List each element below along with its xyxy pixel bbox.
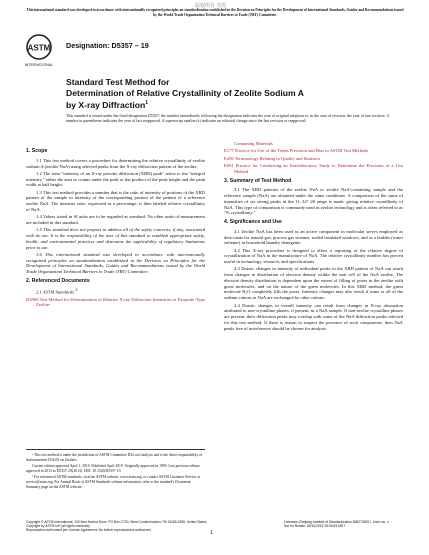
paragraph-1-2: 1.2 The term "intensity of an X-ray powder diffraction (XRD) peak" refers to the "integral intensity," either the area or counts under the peak or the product of the peak height and the peak width at half height. xyxy=(26,170,205,188)
section-heading-scope: 1. Scope xyxy=(26,148,48,154)
footer-left xyxy=(26,520,296,536)
footer-copyright: Copyright © ASTM International, 100 Barr Harbor Drive, PO Box C700, West Conshohocken, PA 19428-2959. United States xyxy=(26,520,207,524)
section-heading-referenced-documents: 2. Referenced Documents xyxy=(26,277,90,284)
paragraph-4-1: 4.1 Zeolite NaA has been used as an active component in molecular sieves employed as desiccants for natural gas, process gas streams, sealed insulated windows, and as a builder (water softener) in household laundry detergents. xyxy=(224,228,403,246)
paragraph-3-1: 3.1 The XRD patterns of the zeolite NaA or zeolite NaA-containing sample and the reference sample (NaA) are obtained under the same conditions. A comparison of the sums of intensities of six strong peaks in the 11–32° 2θ range is made, giving relative crystallinity of NaA. This type of comparison is commonly used in zeolite technology and is often referred to as "% crystallinity." xyxy=(224,187,403,216)
reference-link-e177[interactable]: E177 xyxy=(224,148,234,154)
footer-copyright-3: Reproduction authorized per License Agreement; No further reproductions authorized. xyxy=(26,528,152,533)
section-heading-significance: 4. Significance and Use xyxy=(224,219,282,226)
paragraph-1-3: 1.3 This test method provides a number that is the ratio of intensity of portions of the XRD pattern of the sample to intensity of the corresponding portion of the pattern of a reference zeolite NaA. The intensity ratio, expressed as a percentage, is then labeled relative crystallinity of NaA. xyxy=(26,189,205,212)
paragraph-1-6: 1.6 This international standard was developed in accordance with internationally recognized principles on standardization established in the Decision on Principles for the Development of International Standards, Guides and Recommendations issued by the World Trade Organization Technical Barriers to Trade (TBT) Committee. xyxy=(26,251,205,275)
footer-licensee: Licensee=Zhejiang Institute of Standardization 5982735001, User=xu, z xyxy=(284,520,389,524)
title-line-3: by X-ray Diffraction$^1$ xyxy=(66,100,149,111)
svg-text:ASTM: ASTM xyxy=(27,43,51,53)
reference-link-e456[interactable]: E456 xyxy=(224,155,234,161)
logo-text: INTERNATIONAL xyxy=(24,63,54,67)
paragraph-4-4: 4.4 Drastic changes in overall intensity can result from changes in X-ray absorption attributed to non-crystalline phases, if present, in a NaA sample. If non-zeolite crystalline phases are present, their diffraction peaks may overlap with some of the NaA diffraction peaks selected for this test method. If there is reason to suspect the presence of such components, then NaA peaks free of interference should be chosen for analysis. xyxy=(224,302,403,331)
right-column xyxy=(224,141,403,333)
reference-link-d3906[interactable]: D3906 xyxy=(26,296,39,302)
reference-e177: E177 Practice for Use of the Terms Precision and Bias in ASTM Test Methods xyxy=(224,148,369,154)
footnote-2: ² For referenced ASTM standards, visit the ASTM website, www.astm.org, or contact ASTM Customer Service at service@astm.org. For Annual Book of ASTM Standards volume information, refer to the standard's Document Summary page on the ASTM website. xyxy=(26,475,200,489)
paragraph-2-1: 2.1 ASTM Standards:$^2$ xyxy=(36,287,78,295)
footer-copyright-2: Copyright by ASTM Int'l (all rights reserved); xyxy=(26,524,91,529)
reference-d3906: D3906 Test Method for Determination of Relative X-ray Diffraction Intensities of Faujasite-Type Zeolite- xyxy=(26,296,205,308)
page-footer xyxy=(26,520,404,544)
left-column xyxy=(26,145,205,310)
top-note: This international standard was developed in accordance with internationally recognized principles on standardization established in the Decision on Principles for the Development of International Standards, Guides and Recommendations issued by the World Trade Organization Technical Barriers to Trade (TBT) Committee. xyxy=(26,8,404,17)
footer-right xyxy=(284,520,404,528)
reference-link-e691[interactable]: E691 xyxy=(224,163,234,169)
paragraph-4-2: 4.2 This X-ray procedure is designed to allow a reporting of the relative degree of crystallization of NaA in the manufacture of NaA. The relative crystallinity number has proven useful in technology, research, and specifications. xyxy=(224,247,403,265)
reference-continuation: Containing Materials xyxy=(234,141,273,146)
reference-e691: E691 Practice for Conducting an Interlaboratory Study to Determine the Precision of a Test Method xyxy=(224,163,403,174)
title-line-2: Determination of Relative Crystallinity of Zeolite Sodium A xyxy=(66,87,304,98)
footnote-1b: Current edition approved April 1, 2019. Published April 2019. Originally approved in 1993. Last previous edition approved in 2013 as D5357–03(2013). DOI: 10.1520/D5357-19. xyxy=(26,464,200,473)
paragraph-1-5: 1.5 This standard does not purport to address all of the safety concerns, if any, associated with its use. It is the responsibility of the user of this standard to establish appropriate safety, health, and environmental practices and determine the applicability of regulatory limitations prior to use. xyxy=(26,227,205,250)
paragraph-4-3: 4.3 Drastic changes in intensity of individual peaks in the XRD pattern of NaA can result from changes in distribution of electron density within the unit cell of the NaA zeolite. The electron density distribution is dependent upon the extent of filling of pores in the zeolite with guest molecules, and on the nature of the guest molecules. In this XRD method, the guest molecule H₂O completely fills the pores. Intensity changes may also result if some or all of the sodium cations in NaA are exchanged by other cations. xyxy=(224,266,403,301)
page-number: 1 xyxy=(210,530,213,536)
footnotes xyxy=(26,449,205,491)
footnote-1: ¹ This test method is under the jurisdiction of ASTM Committee D32 on Catalysts and is the direct responsibility of Subcommittee D32.05 on Zeolites. xyxy=(26,453,203,462)
section-heading-summary: 3. Summary of Test Method xyxy=(224,177,292,184)
title-line-1: Standard Test Method for xyxy=(66,77,170,87)
paragraph-1-1: 1.1 This test method covers a procedure for determining the relative crystallinity of zeolite sodium A (zeolite NaA) using selected peaks from the X-ray diffraction pattern of the zeolite. xyxy=(26,157,205,169)
reference-e456: E456 Terminology Relating to Quality and Statistics xyxy=(224,155,321,161)
paragraph-1-4: 1.4 Values stated in SI units are to be regarded as standard. No other units of measurement are included in this standard. xyxy=(26,214,205,226)
issuance-note: This standard is issued under the fixed designation D5357; the number immediately following the designation indicates the year of original adoption or, in the case of revision, the year of last revision. A number in parentheses indicates the year of last reapproval. A superscript epsilon (ε) indicates an editorial change since the last revision or reapproval. xyxy=(66,113,389,124)
astm-logo-icon xyxy=(24,34,54,68)
watermark: 版权所有 勿发 xyxy=(195,3,227,9)
footer-resale: Not for Resale, 05/10/2019 15:06:53 MDT xyxy=(284,524,346,529)
document-title xyxy=(66,77,386,111)
designation: Designation: D5357 – 19 xyxy=(66,41,149,50)
